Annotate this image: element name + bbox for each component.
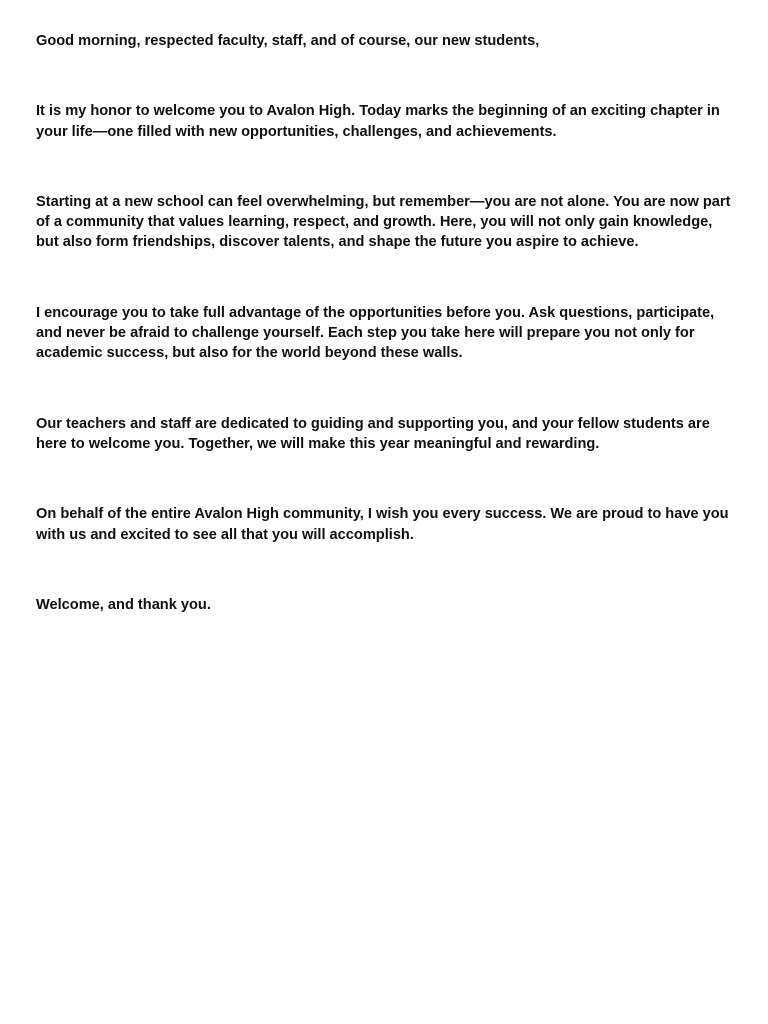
community-paragraph: Starting at a new school can feel overwhelming, but remember—you are not alone. You are now part of a community that values learning, respect, and growth. Here, you will not only gain knowledge, but also form friendships, discover talents, and shape the future you aspire to achieve. [36, 193, 731, 251]
wishes-paragraph: On behalf of the entire Avalon High community, I wish you every success. We are proud to have you with us and excited to see all that you will accomplish. [36, 506, 729, 543]
greeting-paragraph: Good morning, respected faculty, staff, and of course, our new students, [36, 33, 540, 49]
welcome-paragraph: It is my honor to welcome you to Avalon High. Today marks the beginning of an exciting chapter in your life—one filled with new opportunities, challenges, and achievements. [36, 103, 720, 140]
support-paragraph: Our teachers and staff are dedicated to guiding and supporting you, and your fellow students are here to welcome you. Together, we will make this year meaningful and rewarding. [36, 415, 710, 452]
speech-document [36, 31, 732, 615]
encouragement-paragraph: I encourage you to take full advantage of the opportunities before you. Ask questions, participate, and never be afraid to challenge yourself. Each step you take here will prepare you not only for academic success, but also for the world beyond these walls. [36, 304, 715, 362]
closing-paragraph: Welcome, and thank you. [36, 596, 211, 613]
